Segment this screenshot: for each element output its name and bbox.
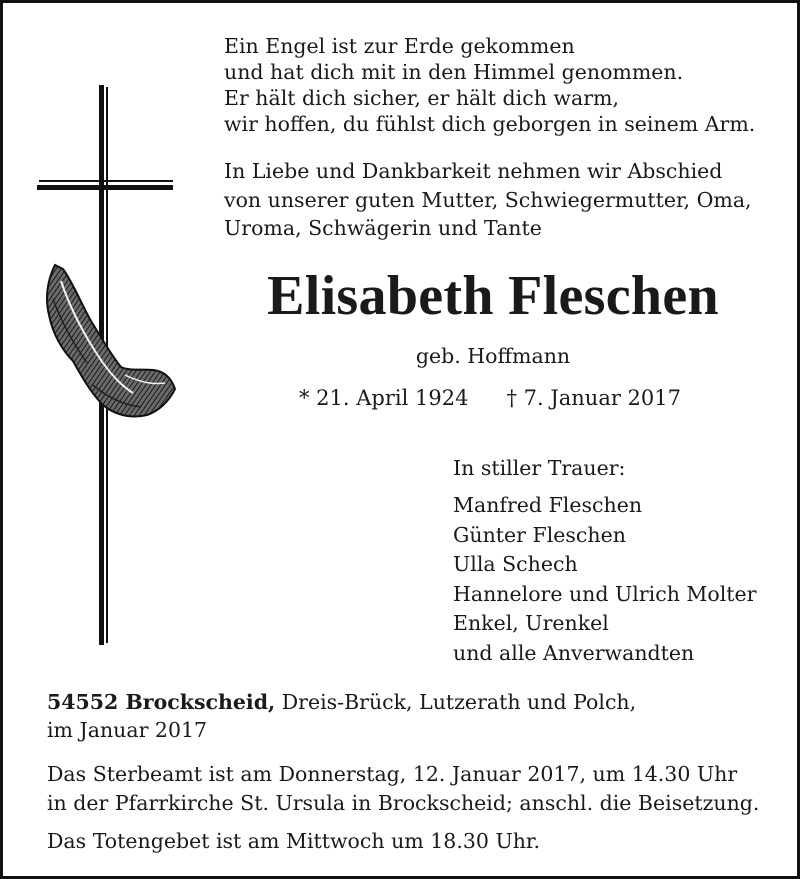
poem: [224, 33, 755, 137]
intro-line: In Liebe und Dankbarkeit nehmen wir Abschied: [224, 159, 723, 183]
service-line: Das Sterbeamt ist am Donnerstag, 12. Januar 2017, um 14.30 Uhr: [47, 762, 738, 786]
mourners-list: [453, 491, 756, 668]
deceased-name: Elisabeth Fleschen: [267, 265, 719, 327]
mourner: Hannelore und Ulrich Molter: [453, 581, 757, 606]
prayer-info: Das Totengebet ist am Mittwoch um 18.30 Uhr.: [47, 829, 540, 853]
place-and-date: [47, 688, 636, 744]
mourner: und alle Anverwandten: [453, 640, 695, 665]
poem-line: wir hoffen, du fühlst dich geborgen in seinem Arm.: [224, 112, 756, 136]
mourner: Enkel, Urenkel: [453, 611, 609, 635]
mourning-heading: In stiller Trauer:: [453, 456, 626, 480]
place-line: [47, 688, 636, 716]
funeral-service: [47, 760, 759, 818]
service-line: in der Pfarrkirche St. Ursula in Brockscheid; anschl. die Beisetzung.: [47, 791, 760, 815]
poem-line: und hat dich mit in den Himmel genommen.: [224, 60, 684, 84]
mourner: Manfred Fleschen: [453, 493, 643, 517]
intro-line: Uroma, Schwägerin und Tante: [224, 216, 542, 240]
farewell-intro: [224, 157, 752, 243]
intro-line: von unserer guten Mutter, Schwiegermutter, Oma,: [224, 187, 752, 212]
cross-with-praying-hands-icon: [33, 85, 183, 650]
life-dates: [299, 384, 681, 412]
place-town: 54552 Brockscheid,: [47, 690, 276, 714]
death-date: † 7. Januar 2017: [506, 386, 682, 410]
poem-line: Er hält dich sicher, er hält dich warm,: [224, 86, 619, 110]
place-others: Dreis-Brück, Lutzerath und Polch,: [275, 690, 637, 714]
birth-date: * 21. April 1924: [299, 386, 469, 410]
poem-line: Ein Engel ist zur Erde gekommen: [224, 34, 575, 58]
mourner: Ulla Schech: [453, 552, 578, 576]
mourner: Günter Fleschen: [453, 522, 626, 547]
birth-name: geb. Hoffmann: [415, 344, 571, 368]
date-line: im Januar 2017: [47, 718, 208, 742]
